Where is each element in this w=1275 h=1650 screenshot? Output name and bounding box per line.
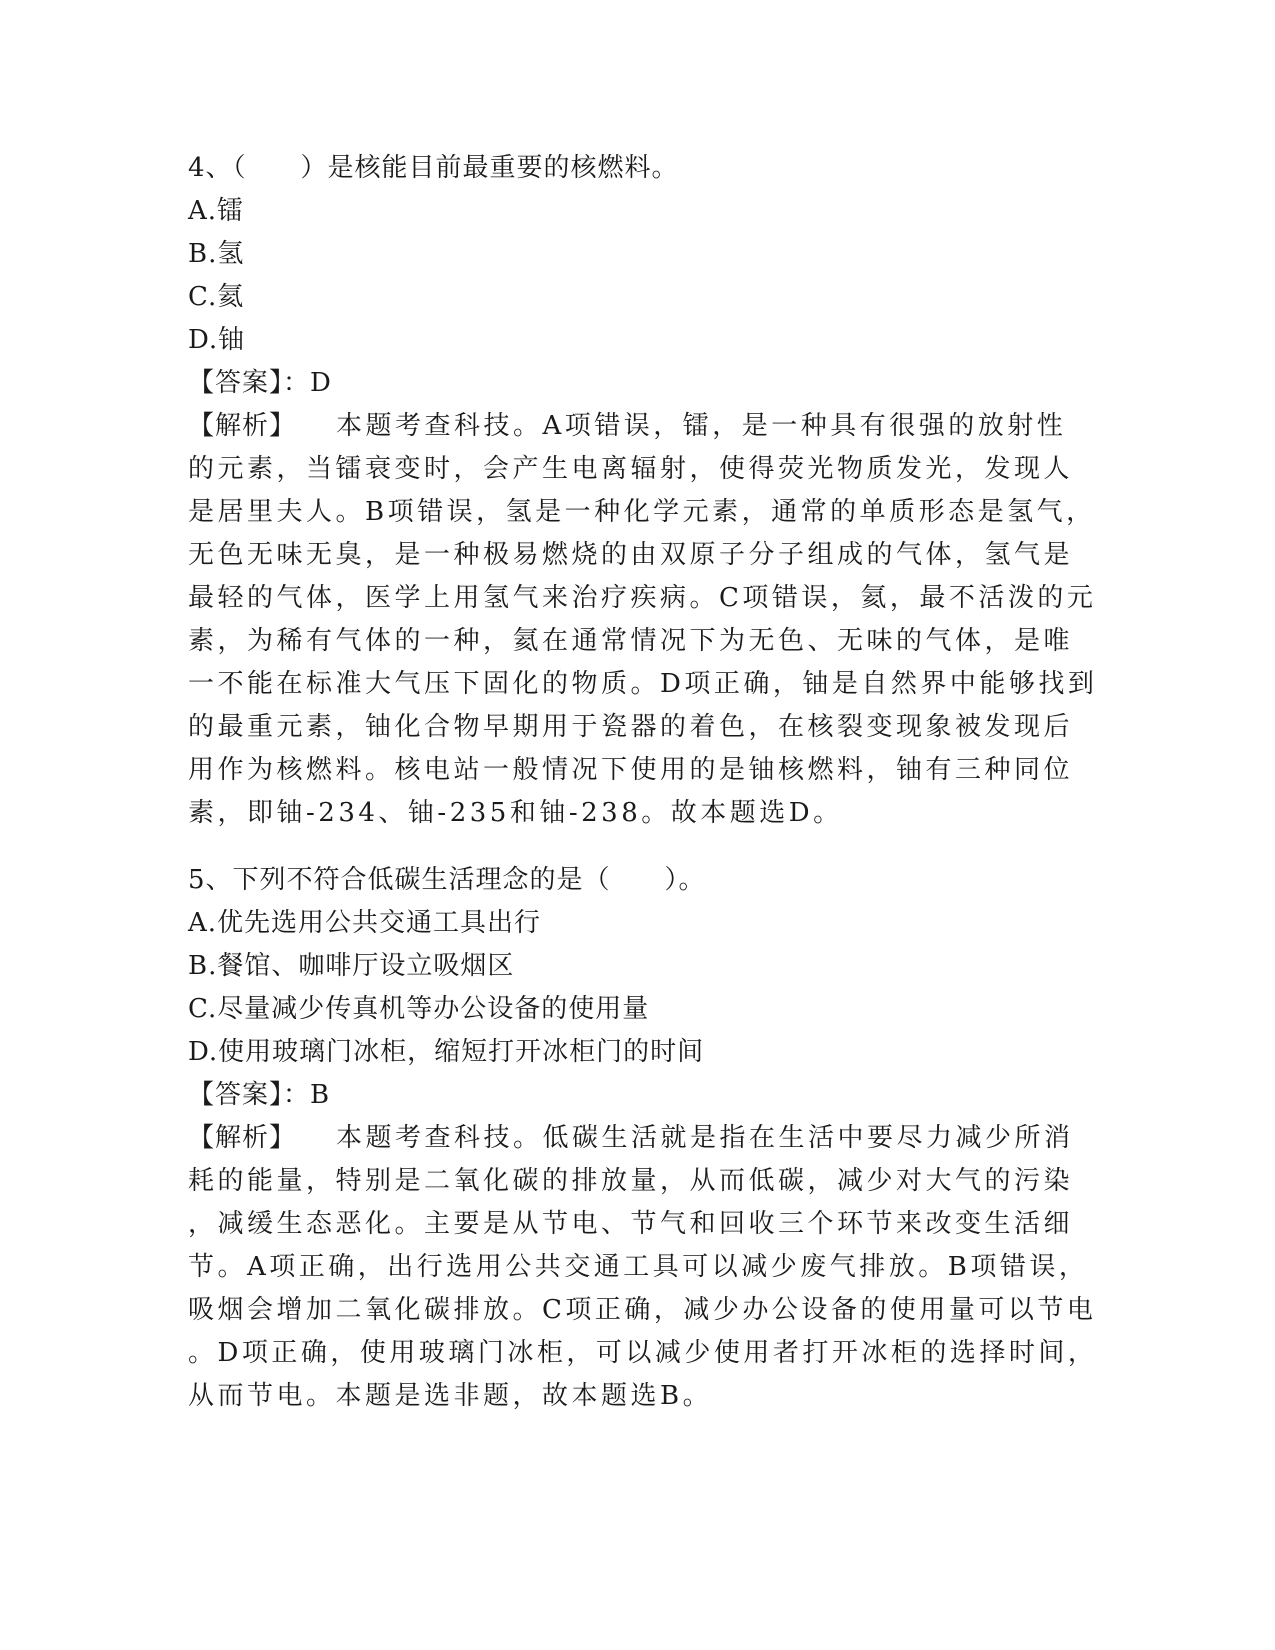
explanation-label: 【解析】 [188,1123,297,1153]
explanation-line: 是居里夫人。B项错误，氢是一种化学元素，通常的单质形态是氢气， [188,497,1096,527]
explanation-label: 【解析】 [188,411,297,441]
answer [188,1074,1088,1117]
explanation-line: 最轻的气体，医学上用氢气来治疗疾病。C项错误，氦，最不活泼的元 [188,583,1097,613]
explanation-line [188,405,1088,448]
explanation-line: 的最重元素，铀化合物早期用于瓷器的着色，在核裂变现象被发现后 [188,712,1074,742]
answer-label: 【答案】： [188,368,311,398]
option-c: C.氦 [188,282,245,312]
option-a: A.镭 [188,196,245,226]
answer-label: 【答案】： [188,1080,311,1110]
answer-value: D [310,368,332,398]
explanation-line: 无色无味无臭，是一种极易燃烧的由双原子分子组成的气体，氢气是 [188,540,1074,570]
explanation-line: 素，即铀-234、铀-235和铀-238。故本题选D。 [188,798,843,828]
explanation-line: 用作为核燃料。核电站一般情况下使用的是铀核燃料，铀有三种同位 [188,755,1074,785]
explanation-line: 节。A项正确，出行选用公共交通工具可以减少废气排放。B项错误， [188,1252,1089,1282]
explanation-text: 本题考查科技。低碳生活就是指在生活中要尽力减少所消 [336,1123,1074,1153]
option-d: D.铀 [188,325,246,355]
explanation-line: 一不能在标准大气压下固化的物质。D项正确，铀是自然界中能够找到 [188,669,1098,699]
explanation-line [188,1117,1088,1160]
option-d: D.使用玻璃门冰柜，缩短打开冰柜门的时间 [188,1037,705,1067]
explanation-line: 。D项正确，使用玻璃门冰柜，可以减少使用者打开冰柜的选择时间， [188,1338,1098,1368]
option-b: B.氢 [188,239,245,269]
question-5 [188,859,1098,1418]
explanation-line: 耗的能量，特别是二氧化碳的排放量，从而低碳，减少对大气的污染 [188,1166,1074,1196]
option-b: B.餐馆、咖啡厅设立吸烟区 [188,951,515,981]
option-a: A.优先选用公共交通工具出行 [188,908,542,938]
explanation-line: 素，为稀有气体的一种，氦在通常情况下为无色、无味的气体，是唯 [188,626,1074,656]
explanation-line: 的元素，当镭衰变时，会产生电离辐射，使得荧光物质发光，发现人 [188,454,1074,484]
question-stem: 5、下列不符合低碳生活理念的是（ ）。 [188,865,706,895]
explanation-text: 本题考查科技。A项错误，镭，是一种具有很强的放射性 [336,411,1067,441]
question-4 [188,147,1098,835]
option-c: C.尽量减少传真机等办公设备的使用量 [188,994,650,1024]
explanation-line: 从而节电。本题是选非题，故本题选B。 [188,1381,713,1411]
document-page [188,147,1098,1418]
explanation-line: 吸烟会增加二氧化碳排放。C项正确，减少办公设备的使用量可以节电 [188,1295,1097,1325]
answer [188,362,1088,405]
explanation-line: ，减缓生态恶化。主要是从节电、节气和回收三个环节来改变生活细 [188,1209,1074,1239]
answer-value: B [310,1080,331,1110]
question-stem: 4、（ ）是核能目前最重要的核燃料。 [188,153,679,183]
